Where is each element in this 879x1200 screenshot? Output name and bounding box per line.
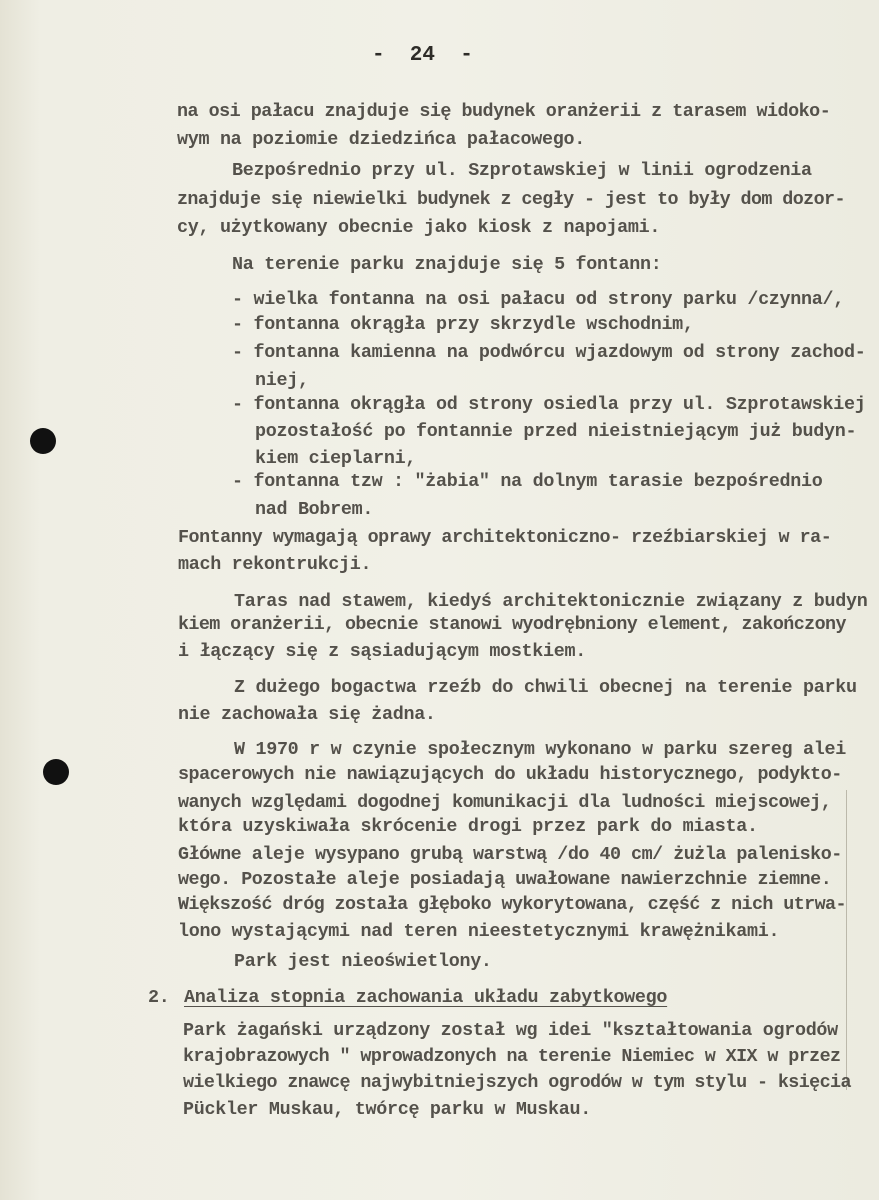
page-number: - 24 - <box>372 44 473 67</box>
text-line: nie zachowała się żadna. <box>178 704 436 725</box>
text-line: krajobrazowych " wprowadzonych na terenie Niemiec w XIX w przez <box>183 1046 841 1067</box>
text-line: kiem oranżerii, obecnie stanowi wyodrębniony element, zakończony <box>178 614 846 635</box>
list-item: - wielka fontanna na osi pałacu od strony parku /czynna/, <box>232 289 844 310</box>
section-heading: Analiza stopnia zachowania układu zabytkowego <box>184 987 668 1008</box>
text-line: Park jest nieoświetlony. <box>234 951 492 972</box>
list-item: - fontanna tzw : "żabia" na dolnym tarasie bezpośrednio <box>232 471 823 492</box>
list-item: - fontanna okrągła przy skrzydle wschodnim, <box>232 314 694 335</box>
punch-hole <box>30 428 56 454</box>
text-line: W 1970 r w czynie społecznym wykonano w parku szereg alei <box>234 739 846 760</box>
text-line: cy, użytkowany obecnie jako kiosk z napojami. <box>177 217 661 238</box>
text-line: Na terenie parku znajduje się 5 fontann: <box>232 254 662 275</box>
text-line: Główne aleje wysypano grubą warstwą /do 40 cm/ żużla palenisko- <box>178 844 842 865</box>
punch-hole <box>43 759 69 785</box>
text-line: lono wystającymi nad teren nieestetycznymi krawężnikami. <box>178 921 780 942</box>
text-line: Fontanny wymagają oprawy architektoniczno- rzeźbiarskiej w ra- <box>178 527 832 548</box>
list-item: - fontanna kamienna na podwórcu wjazdowym od strony zachod- <box>232 342 866 363</box>
text-line: spacerowych nie nawiązujących do układu historycznego, podykto- <box>178 764 842 785</box>
text-line: Z dużego bogactwa rzeźb do chwili obecnej na terenie parku <box>234 677 857 698</box>
text-line: mach rekontrukcji. <box>178 554 372 575</box>
text-line: znajduje się niewielki budynek z cegły - jest to były dom dozor- <box>177 189 845 210</box>
text-line: i łączący się z sąsiadującym mostkiem. <box>178 641 586 662</box>
text-line: pozostałość po fontannie przed nieistniejącym już budyn- <box>255 421 857 442</box>
text-line: niej, <box>255 370 309 391</box>
text-line: Taras nad stawem, kiedyś architektonicznie związany z budyn <box>234 591 868 612</box>
text-line: wym na poziomie dziedzińca pałacowego. <box>177 129 585 150</box>
text-line: na osi pałacu znajduje się budynek oranżerii z tarasem widoko- <box>177 101 831 122</box>
list-item: - fontanna okrągła od strony osiedla przy ul. Szprotawskiej <box>232 394 866 415</box>
text-line: Pückler Muskau, twórcę parku w Muskau. <box>183 1099 591 1120</box>
text-line: nad Bobrem. <box>255 499 374 520</box>
text-line: która uzyskiwała skrócenie drogi przez park do miasta. <box>178 816 758 837</box>
text-line: wanych względami dogodnej komunikacji dla ludności miejscowej, <box>178 792 832 813</box>
text-line: Większość dróg została głęboko wykorytowana, część z nich utrwa- <box>178 894 846 915</box>
section-number: 2. <box>148 987 170 1008</box>
text-line: wielkiego znawcę najwybitniejszych ogrodów w tym stylu - księcia <box>183 1072 851 1093</box>
text-line: wego. Pozostałe aleje posiadają uwałowane nawierzchnie ziemne. <box>178 869 832 890</box>
text-line: Park żagański urządzony został wg idei "kształtowania ogrodów <box>183 1020 838 1041</box>
text-line: Bezpośrednio przy ul. Szprotawskiej w linii ogrodzenia <box>232 160 812 181</box>
paper-edge-line <box>846 790 847 1090</box>
text-line: kiem cieplarni, <box>255 448 417 469</box>
